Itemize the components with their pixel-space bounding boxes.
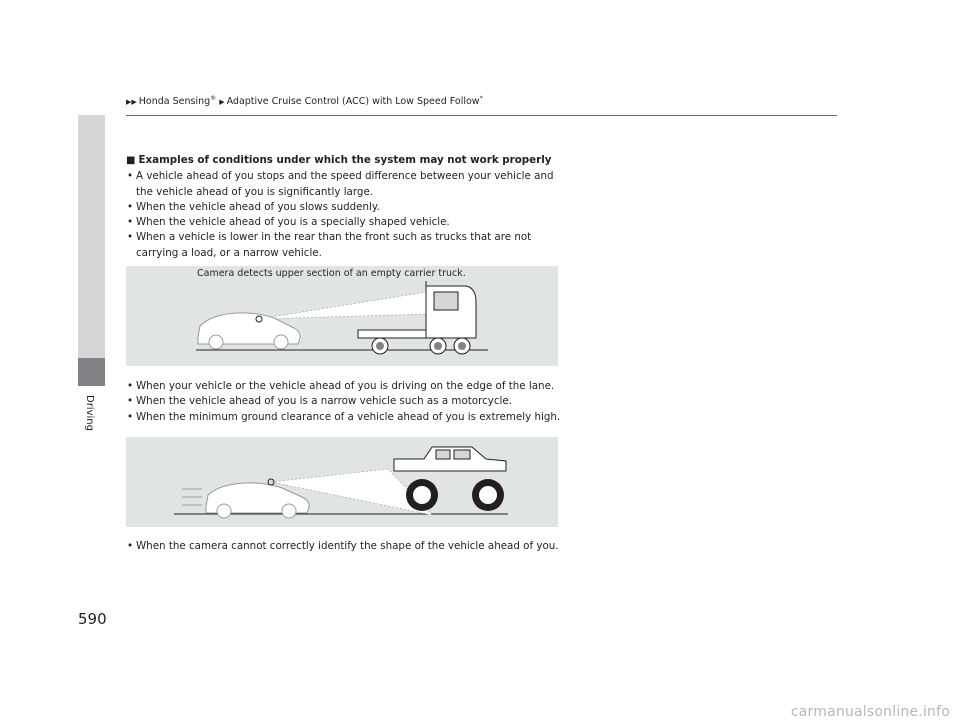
list-item: • A vehicle ahead of you stops and the speed difference between your vehicle and the vehicle ahead of you is significantly large. [126, 169, 566, 200]
section-heading-text: Examples of conditions under which the system may not work properly [138, 154, 552, 166]
breadcrumb-item-acc[interactable]: Adaptive Cruise Control (ACC) with Low Speed Follow [226, 96, 480, 108]
list-item: • When the vehicle ahead of you slows suddenly. [126, 200, 566, 215]
breadcrumb [126, 95, 483, 107]
high-clearance-truck-illustration [126, 437, 558, 527]
double-arrow-icon: ▶▶ [126, 98, 137, 107]
section-tab [78, 358, 105, 386]
figure-carrier-truck [126, 266, 558, 366]
header-rule [126, 115, 837, 116]
registered-mark: ® [210, 95, 217, 102]
bullet-list-3 [126, 539, 566, 554]
square-bullet-icon: ■ [126, 155, 136, 166]
list-item: • When the vehicle ahead of you is a specially shaped vehicle. [126, 215, 566, 230]
watermark: carmanualsonline.info [790, 704, 950, 720]
side-bar [78, 115, 105, 358]
list-item: • When the vehicle ahead of you is a narrow vehicle such as a motorcycle. [126, 394, 566, 409]
breadcrumb-item-honda-sensing[interactable]: Honda Sensing [138, 96, 211, 108]
list-item: • When the camera cannot correctly identify the shape of the vehicle ahead of you. [126, 539, 566, 554]
figure-high-clearance-truck [126, 437, 558, 527]
list-item: • When the minimum ground clearance of a vehicle ahead of you is extremely high. [126, 410, 566, 425]
bullet-list-2 [126, 379, 566, 425]
bullet-list-1 [126, 169, 566, 261]
figure-caption: Camera detects upper section of an empty carrier truck. [194, 266, 469, 281]
asterisk-mark: * [479, 95, 483, 102]
arrow-icon: ▶ [219, 98, 225, 107]
main-content [126, 153, 566, 554]
section-label: Driving [84, 395, 95, 431]
section-heading [126, 153, 566, 168]
list-item: • When your vehicle or the vehicle ahead of you is driving on the edge of the lane. [126, 379, 566, 394]
page-number: 590 [78, 610, 107, 628]
list-item: • When a vehicle is lower in the rear than the front such as trucks that are not carrying a load, or a narrow vehicle. [126, 230, 566, 261]
